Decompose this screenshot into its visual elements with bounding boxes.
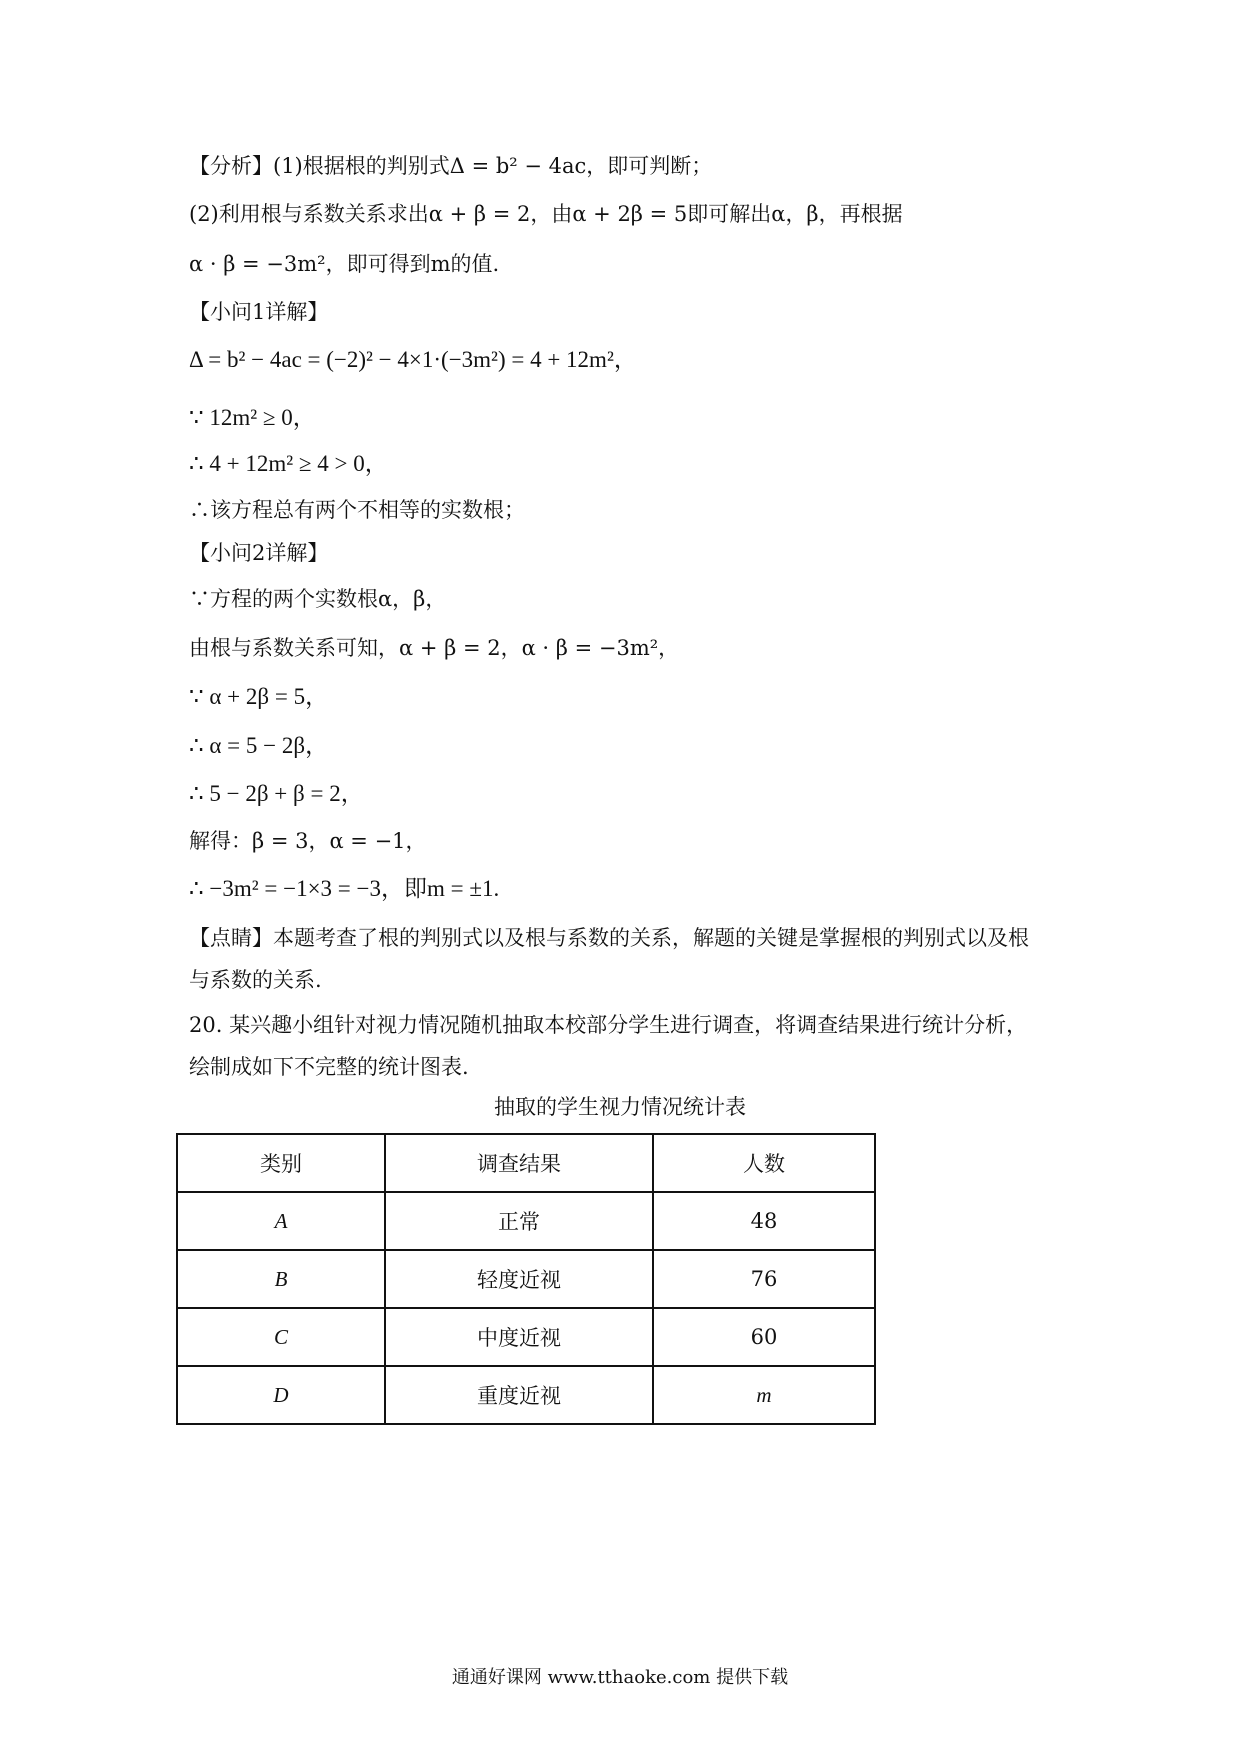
table-caption: 抽取的学生视力情况统计表 (494, 1095, 746, 1119)
comment-line-1: 【点睛】本题考查了根的判别式以及根与系数的关系，解题的关键是掌握根的判别式以及根 (189, 926, 1029, 950)
q2-heading: 【小问2详解】 (189, 541, 329, 565)
comment-line-2: 与系数的关系. (189, 968, 322, 992)
header-count: 人数 (653, 1134, 875, 1192)
q1-line-2: ∵ 12m² ≥ 0， (189, 405, 316, 430)
q2-line-4: ∴ α = 5 − 2β， (189, 733, 329, 758)
q2-line-5: ∴ 5 − 2β + β = 2， (189, 781, 364, 806)
table-row (177, 1192, 875, 1250)
q1-line-1: Δ = b² − 4ac = (−2)² − 4×1·(−3m²) = 4 + 12m²， (189, 347, 637, 372)
q1-line-3: ∴ 4 + 12m² ≥ 4 > 0， (189, 451, 388, 476)
q2-line-7: ∴ −3m² = −1×3 = −3，即m = ±1. (189, 876, 500, 901)
vision-stats-table (176, 1133, 876, 1425)
table-header-row (177, 1134, 875, 1192)
problem-20-line-2: 绘制成如下不完整的统计图表. (189, 1055, 469, 1079)
row-d-count: m (653, 1366, 875, 1424)
header-category: 类别 (177, 1134, 385, 1192)
table-row (177, 1366, 875, 1424)
header-result: 调查结果 (385, 1134, 653, 1192)
page-footer: 通通好课网 www.tthaoke.com 提供下载 (451, 1667, 789, 1688)
problem-20-line-1: 20. 某兴趣小组针对视力情况随机抽取本校部分学生进行调查，将调查结果进行统计分析， (189, 1013, 1028, 1037)
row-d-category: D (177, 1366, 385, 1424)
q2-line-1: ∵方程的两个实数根α，β， (189, 587, 447, 611)
row-c-result: 中度近视 (385, 1308, 653, 1366)
analysis-line-1: 【分析】(1)根据根的判别式Δ = b² − 4ac，即可判断； (189, 154, 713, 178)
row-c-category: C (177, 1308, 385, 1366)
row-c-count: 60 (653, 1308, 875, 1366)
table-row (177, 1308, 875, 1366)
row-a-count: 48 (653, 1192, 875, 1250)
row-b-result: 轻度近视 (385, 1250, 653, 1308)
row-a-category: A (177, 1192, 385, 1250)
q1-line-4: ∴该方程总有两个不相等的实数根； (189, 498, 525, 522)
table-row (177, 1250, 875, 1308)
analysis-line-2: (2)利用根与系数关系求出α + β = 2，由α + 2β = 5即可解出α，β，再根据 (189, 202, 903, 226)
q2-line-6: 解得：β = 3，α = −1， (189, 829, 427, 853)
row-a-result: 正常 (385, 1192, 653, 1250)
q2-line-2: 由根与系数关系可知，α + β = 2，α · β = −3m²， (189, 636, 680, 660)
row-b-category: B (177, 1250, 385, 1308)
row-d-result: 重度近视 (385, 1366, 653, 1424)
q1-heading: 【小问1详解】 (189, 300, 329, 324)
row-b-count: 76 (653, 1250, 875, 1308)
analysis-line-3: α · β = −3m²，即可得到m的值. (189, 252, 500, 276)
q2-line-3: ∵ α + 2β = 5， (189, 684, 329, 709)
